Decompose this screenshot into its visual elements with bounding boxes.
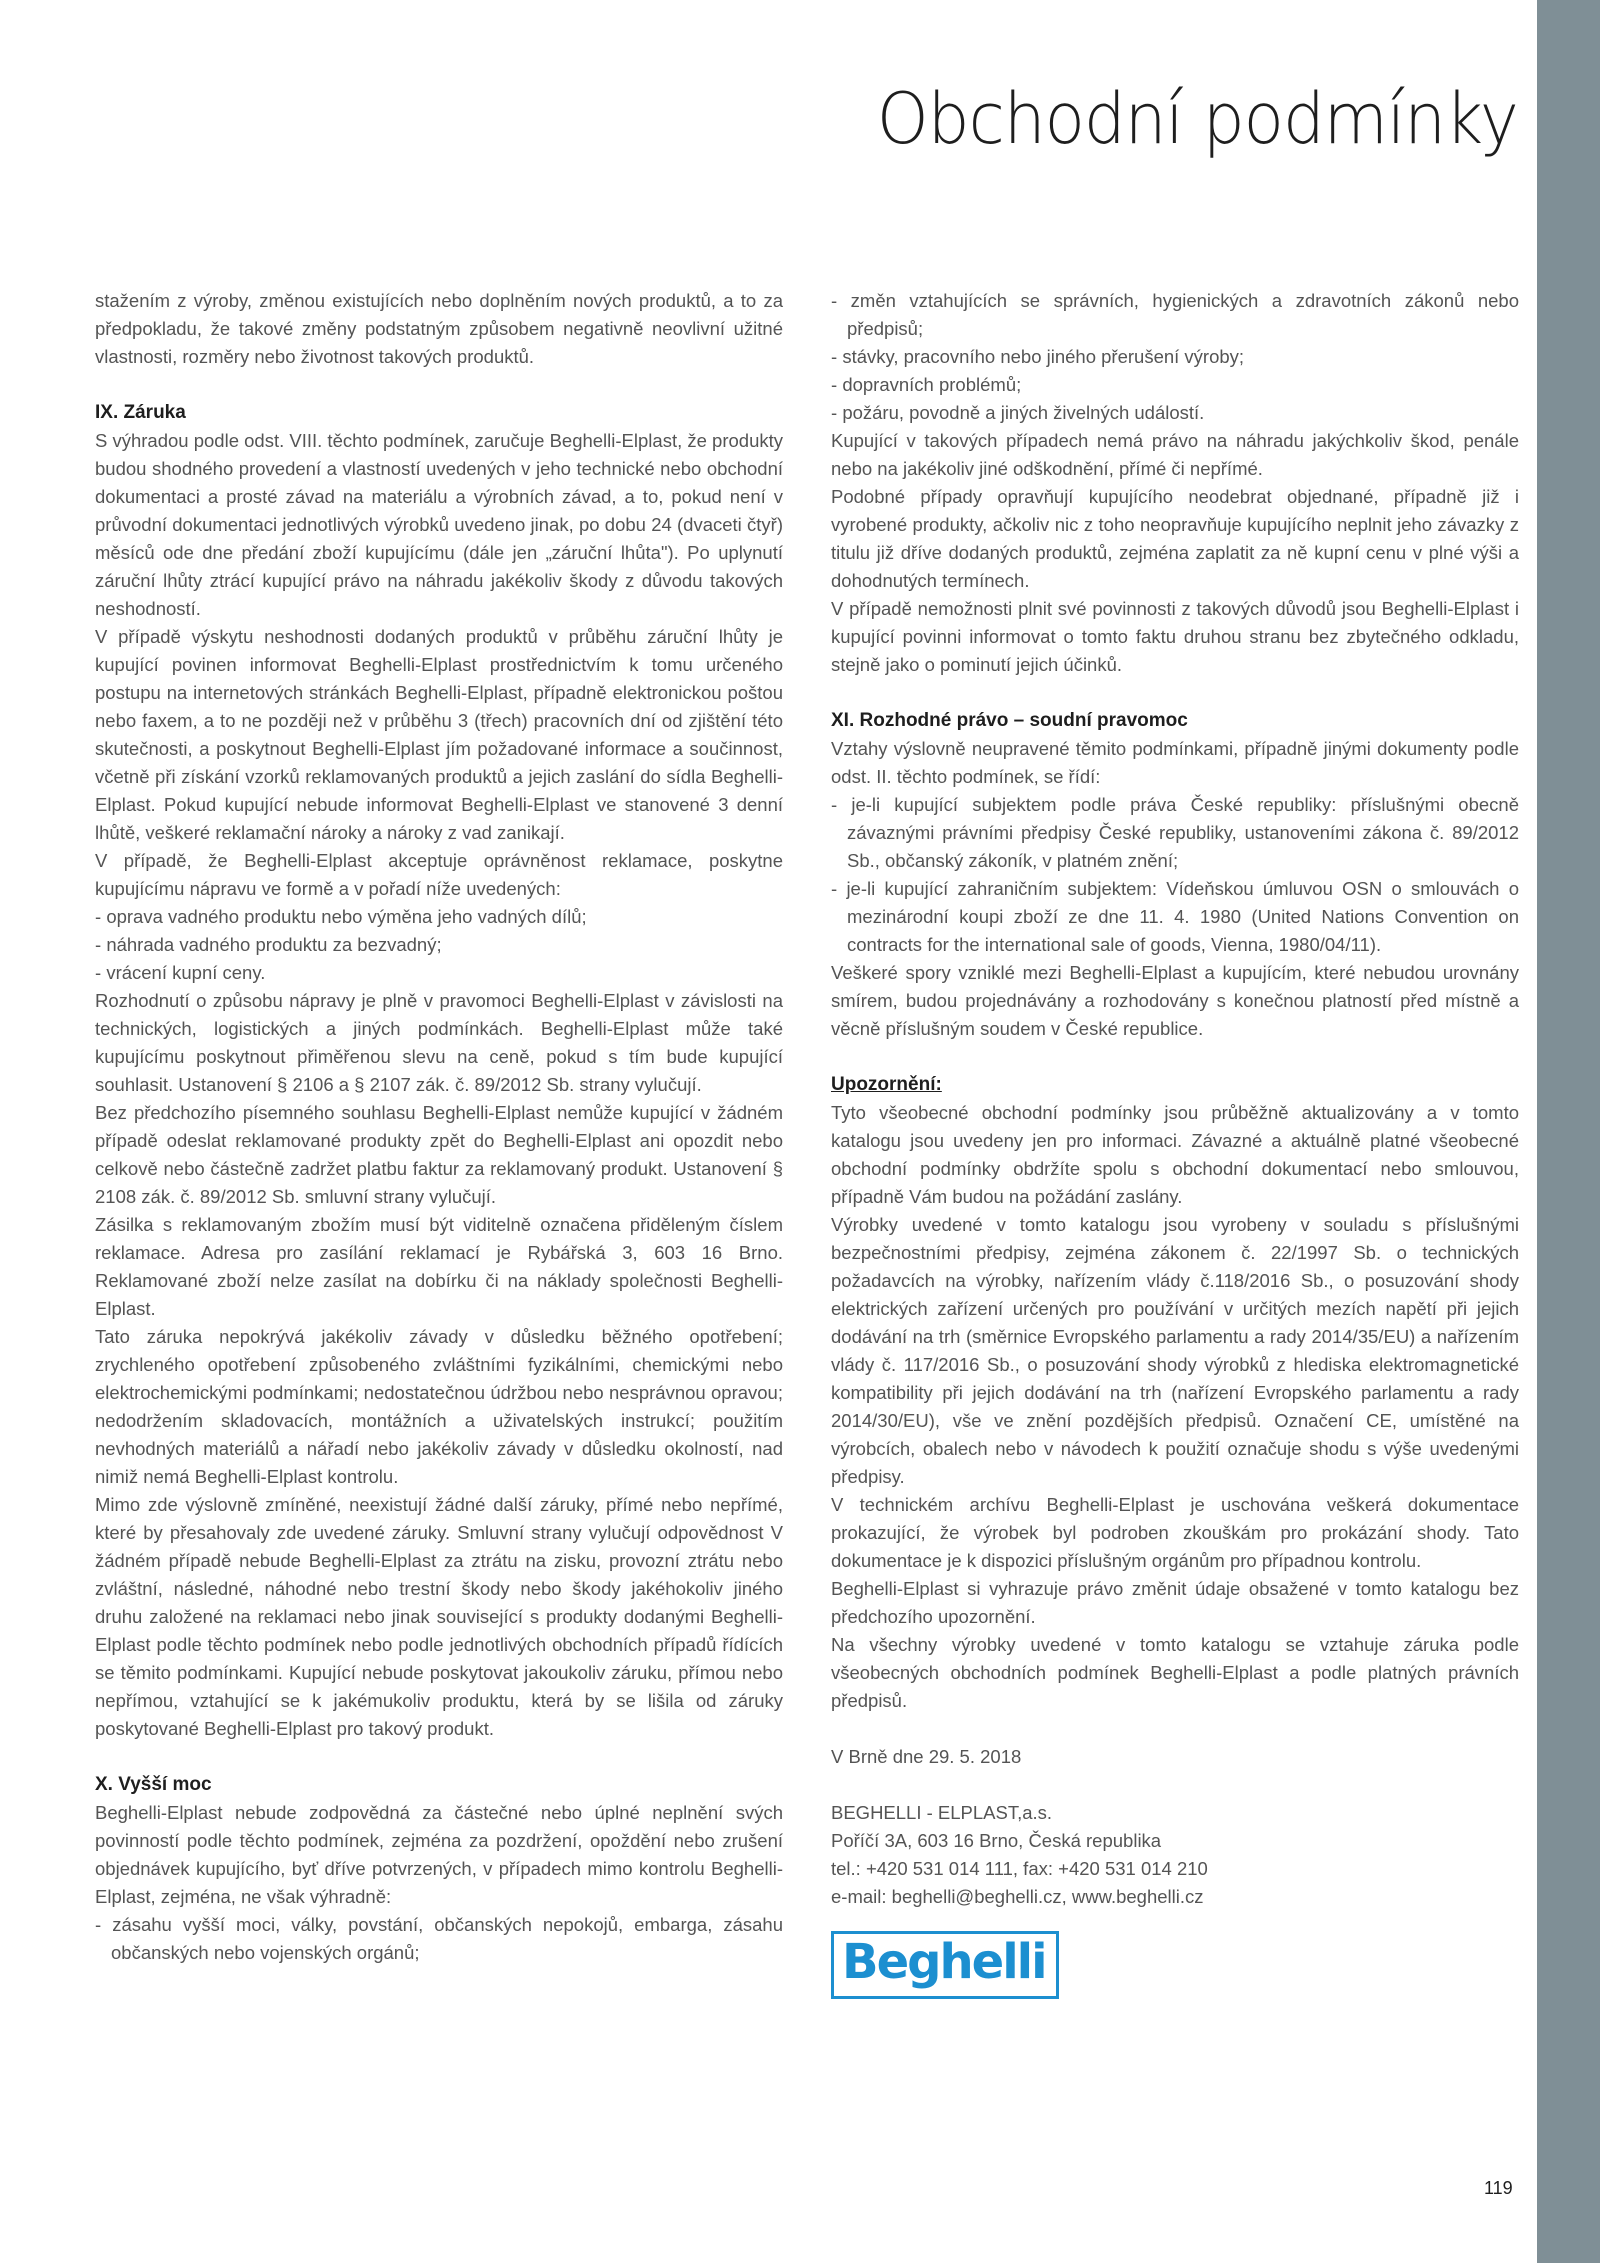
company-address: Poříčí 3A, 603 16 Brno, Česká republika [831,1830,1162,1851]
section-9-paragraph: Zásilka s reklamovaným zbožím musí být viditelně označena přiděleným číslem reklamace. Adresa pro zasílání reklamací je Rybářská 3, 603 16 Brno. Reklamované zboží nelze zasílat na dobírku či na náklady společnosti Beghelli-Elplast. [95,1214,783,1319]
notice-paragraph: Tyto všeobecné obchodní podmínky jsou průběžně aktualizovány a v tomto katalogu jsou uvedeny jen pro informaci. Závazné a aktuálně platné všeobecné obchodní podmínky obdržíte spolu s obchodní dokumentací nebo smlouvou, případně Vám budou na požádání zaslány. [831,1102,1519,1207]
section-10-paragraph: Kupující v takových případech nemá právo na náhradu jakýchkoliv škod, penále nebo na jakékoliv jiné odškodnění, přímé či nepřímé. [831,430,1519,479]
section-10-paragraph: Beghelli-Elplast nebude zodpovědná za částečné nebo úplné neplnění svých povinností podle těchto podmínek, zejména za pozdržení, opoždění nebo zrušení objednávek kupujícího, byť dříve potvrzených, v případech mimo kontrolu Beghelli-Elplast, zejména, ne však výhradně: [95,1802,783,1907]
force-majeure-list-item: - změn vztahujících se správních, hygienických a zdravotních zákonů nebo předpisů; [831,287,1519,343]
section-11-paragraph: Vztahy výslovně neupravené těmito podmínkami, případně jinými dokumenty podle odst. II. těchto podmínek, se řídí: [831,738,1519,787]
company-phone: tel.: +420 531 014 111, fax: +420 531 014 210 [831,1858,1208,1879]
force-majeure-list-item: - dopravních problémů; [831,371,1519,399]
section-10-paragraph: V případě nemožnosti plnit své povinnosti z takových důvodů jsou Beghelli-Elplast i kupující povinni informovat o tomto faktu druhou stranu bez zbytečného odkladu, stejně jako o pominutí jejich účinků. [831,598,1519,675]
side-color-bar [1537,0,1600,2263]
company-email: e-mail: beghelli@beghelli.cz, www.beghelli.cz [831,1886,1204,1907]
remedy-list-item: - vrácení kupní ceny. [95,959,783,987]
section-9-heading: IX. Záruka [95,402,186,423]
law-list-item: - je-li kupující subjektem podle práva České republiky: příslušnými obecně závaznými právními předpisy České republiky, ustanoveními zákona č. 89/2012 Sb., občanský zákoník, v platném znění; [831,791,1519,875]
remedy-list-item: - náhrada vadného produktu za bezvadný; [95,931,783,959]
remedy-list-item: - oprava vadného produktu nebo výměna jeho vadných dílů; [95,903,783,931]
section-9-paragraph: Mimo zde výslovně zmíněné, neexistují žádné další záruky, přímé nebo nepřímé, které by přesahovaly zde uvedené záruky. Smluvní strany vylučují odpovědnost V žádném případě nebude Beghelli-Elplast za ztrátu na zisku, provozní ztrátu nebo zvláštní, následné, náhodné nebo trestní škody nebo škody jakéhokoliv jiného druhu založené na reklamaci nebo jinak související s produkty dodanými Beghelli-Elplast podle těchto podmínek nebo podle jednotlivých obchodních případů řídících se těmito podmínkami. Kupující nebude poskytovat jakoukoliv záruku, přímou nebo nepřímou, vztahující se k jakémukoliv produktu, která by se lišila od záruky poskytované Beghelli-Elplast pro takový produkt. [95,1494,783,1739]
force-majeure-list-item: - zásahu vyšší moci, války, povstání, občanských nepokojů, embarga, zásahu občanských nebo vojenských orgánů; [95,1911,783,1967]
right-column [831,287,1519,1999]
company-name: BEGHELLI - ELPLAST,a.s. [831,1802,1053,1823]
notice-paragraph: Beghelli-Elplast si vyhrazuje právo změnit údaje obsažené v tomto katalogu bez předchozího upozornění. [831,1578,1519,1627]
page-number: 119 [1484,2178,1513,2198]
force-majeure-list-item: - stávky, pracovního nebo jiného přerušení výroby; [831,343,1519,371]
section-9-paragraph: Bez předchozího písemného souhlasu Beghelli-Elplast nemůže kupující v žádném případě odeslat reklamované produkty zpět do Beghelli-Elplast ani opozdit nebo celkově nebo částečně zadržet platbu faktur za reklamovaný produkt. Ustanovení § 2108 zák. č. 89/2012 Sb. smluvní strany vylučují. [95,1102,783,1207]
left-column [95,287,783,1967]
notice-paragraph: Na všechny výrobky uvedené v tomto katalogu se vztahuje záruka podle všeobecných obchodních podmínek Beghelli-Elplast a podle platných právních předpisů. [831,1634,1519,1711]
notice-paragraph: V technickém archívu Beghelli-Elplast je uschována veškerá dokumentace prokazující, že výrobek byl podroben zkouškám pro prokázání shody. Tato dokumentace je k dispozici příslušným orgánům pro případnou kontrolu. [831,1494,1519,1571]
logo-text: Beghelli [842,1934,1046,1990]
section-9-paragraph: S výhradou podle odst. VIII. těchto podmínek, zaručuje Beghelli-Elplast, že produkty budou shodného provedení a vlastností uvedených v jeho technické nebo obchodní dokumentaci a prosté závad na materiálu a výrobních závad, a to, pokud není v průvodní dokumentaci jednotlivých výrobků uvedeno jinak, po dobu 24 (dvaceti čtyř) měsíců ode dne předání zboží kupujícímu (dále jen „záruční lhůta"). Po uplynutí záruční lhůty ztrácí kupující právo na náhradu jakékoliv škody z důvodu takových neshodností. [95,430,783,619]
notice-paragraph: Výrobky uvedené v tomto katalogu jsou vyrobeny v souladu s příslušnými bezpečnostními předpisy, zejména zákonem č. 22/1997 Sb. o technických požadavcích na výrobky, nařízením vlády č.118/2016 Sb., o posuzování shody elektrických zařízení určených pro používání v určitých mezích napětí při jejich dodávání na trh (směrnice Evropského parlamentu a rady 2014/35/EU) a nařízením vlády č. 117/2016 Sb., o posuzování shody výrobků z hlediska elektromagnetické kompatibility při jejich dodávání na trh (nařízení Evropského parlamentu a rady 2014/30/EU), vše ve znění pozdějších předpisů. Označení CE, umístěné na výrobcích, obalech nebo v návodech k použití označuje shodu s výše uvedenými předpisy. [831,1214,1519,1487]
beghelli-logo [831,1931,1059,1999]
section-9-paragraph: Tato záruka nepokrývá jakékoliv závady v důsledku běžného opotřebení; zrychleného opotřebení způsobeného zvláštními fyzikálními, chemickými nebo elektrochemickými podmínkami; nedostatečnou údržbou nebo nesprávnou opravou; nedodržením skladovacích, montážních a uživatelských instrukcí; použitím nevhodných materiálů a nářadí nebo jakékoliv závady v důsledku okolností, nad nimiž nemá Beghelli-Elplast kontrolu. [95,1326,783,1487]
law-list-item: - je-li kupující zahraničním subjektem: Vídeňskou úmluvou OSN o smlouvách o mezinárodní koupi zboží ze dne 11. 4. 1980 (United Nations Convention on contracts for the international sale of goods, Vienna, 1980/04/11). [831,875,1519,959]
section-10-paragraph: Podobné případy opravňují kupujícího neodebrat objednané, případně již i vyrobené produkty, ačkoliv nic z toho neopravňuje kupujícího neplnit jeho závazky z titulu již dříve dodaných produktů, zejména zaplatit za ně kupní cenu v plné výši a dohodnutých termínech. [831,486,1519,591]
section-9-paragraph: Rozhodnutí o způsobu nápravy je plně v pravomoci Beghelli-Elplast v závislosti na technických, logistických a jiných podmínkách. Beghelli-Elplast může také kupujícímu poskytnout přiměřenou slevu na ceně, pokud s tím bude kupující souhlasit. Ustanovení § 2106 a § 2107 zák. č. 89/2012 Sb. strany vylučují. [95,990,783,1095]
section-9-paragraph: V případě výskytu neshodnosti dodaných produktů v průběhu záruční lhůty je kupující povinen informovat Beghelli-Elplast prostřednictvím k tomu určeného postupu na internetových stránkách Beghelli-Elplast, případně elektronickou poštou nebo faxem, a to ne později než v průběhu 3 (třech) pracovních dní od zjištění této skutečnosti, a poskytnout Beghelli-Elplast jím požadované informace a součinnost, včetně při získání vzorků reklamovaných produktů a jejich zaslání do sídla Beghelli-Elplast. Pokud kupující nebude informovat Beghelli-Elplast ve stanovené 3 denní lhůtě, veškeré reklamační nároky a nároky z vad zanikají. [95,626,783,843]
signing-date: V Brně dne 29. 5. 2018 [831,1746,1022,1767]
section-10-heading: X. Vyšší moc [95,1774,212,1795]
section-9-paragraph: V případě, že Beghelli-Elplast akceptuje oprávněnost reklamace, poskytne kupujícímu nápravu ve formě a v pořadí níže uvedených: [95,850,783,899]
section-11-paragraph: Veškeré spory vzniklé mezi Beghelli-Elplast a kupujícím, které nebudou urovnány smírem, budou projednávány a rozhodovány s konečnou platností před místně a věcně příslušným soudem v České republice. [831,962,1519,1039]
force-majeure-list-item: - požáru, povodně a jiných živelných událostí. [831,399,1519,427]
page-title: Obchodní podmínky [877,78,1518,160]
section-11-heading: XI. Rozhodné právo – soudní pravomoc [831,710,1188,731]
notice-heading: Upozornění: [831,1074,942,1095]
intro-paragraph: stažením z výroby, změnou existujících nebo doplněním nových produktů, a to za předpokladu, že takové změny podstatným způsobem negativně neovlivní užitné vlastnosti, rozměry nebo životnost takových produktů. [95,290,783,367]
